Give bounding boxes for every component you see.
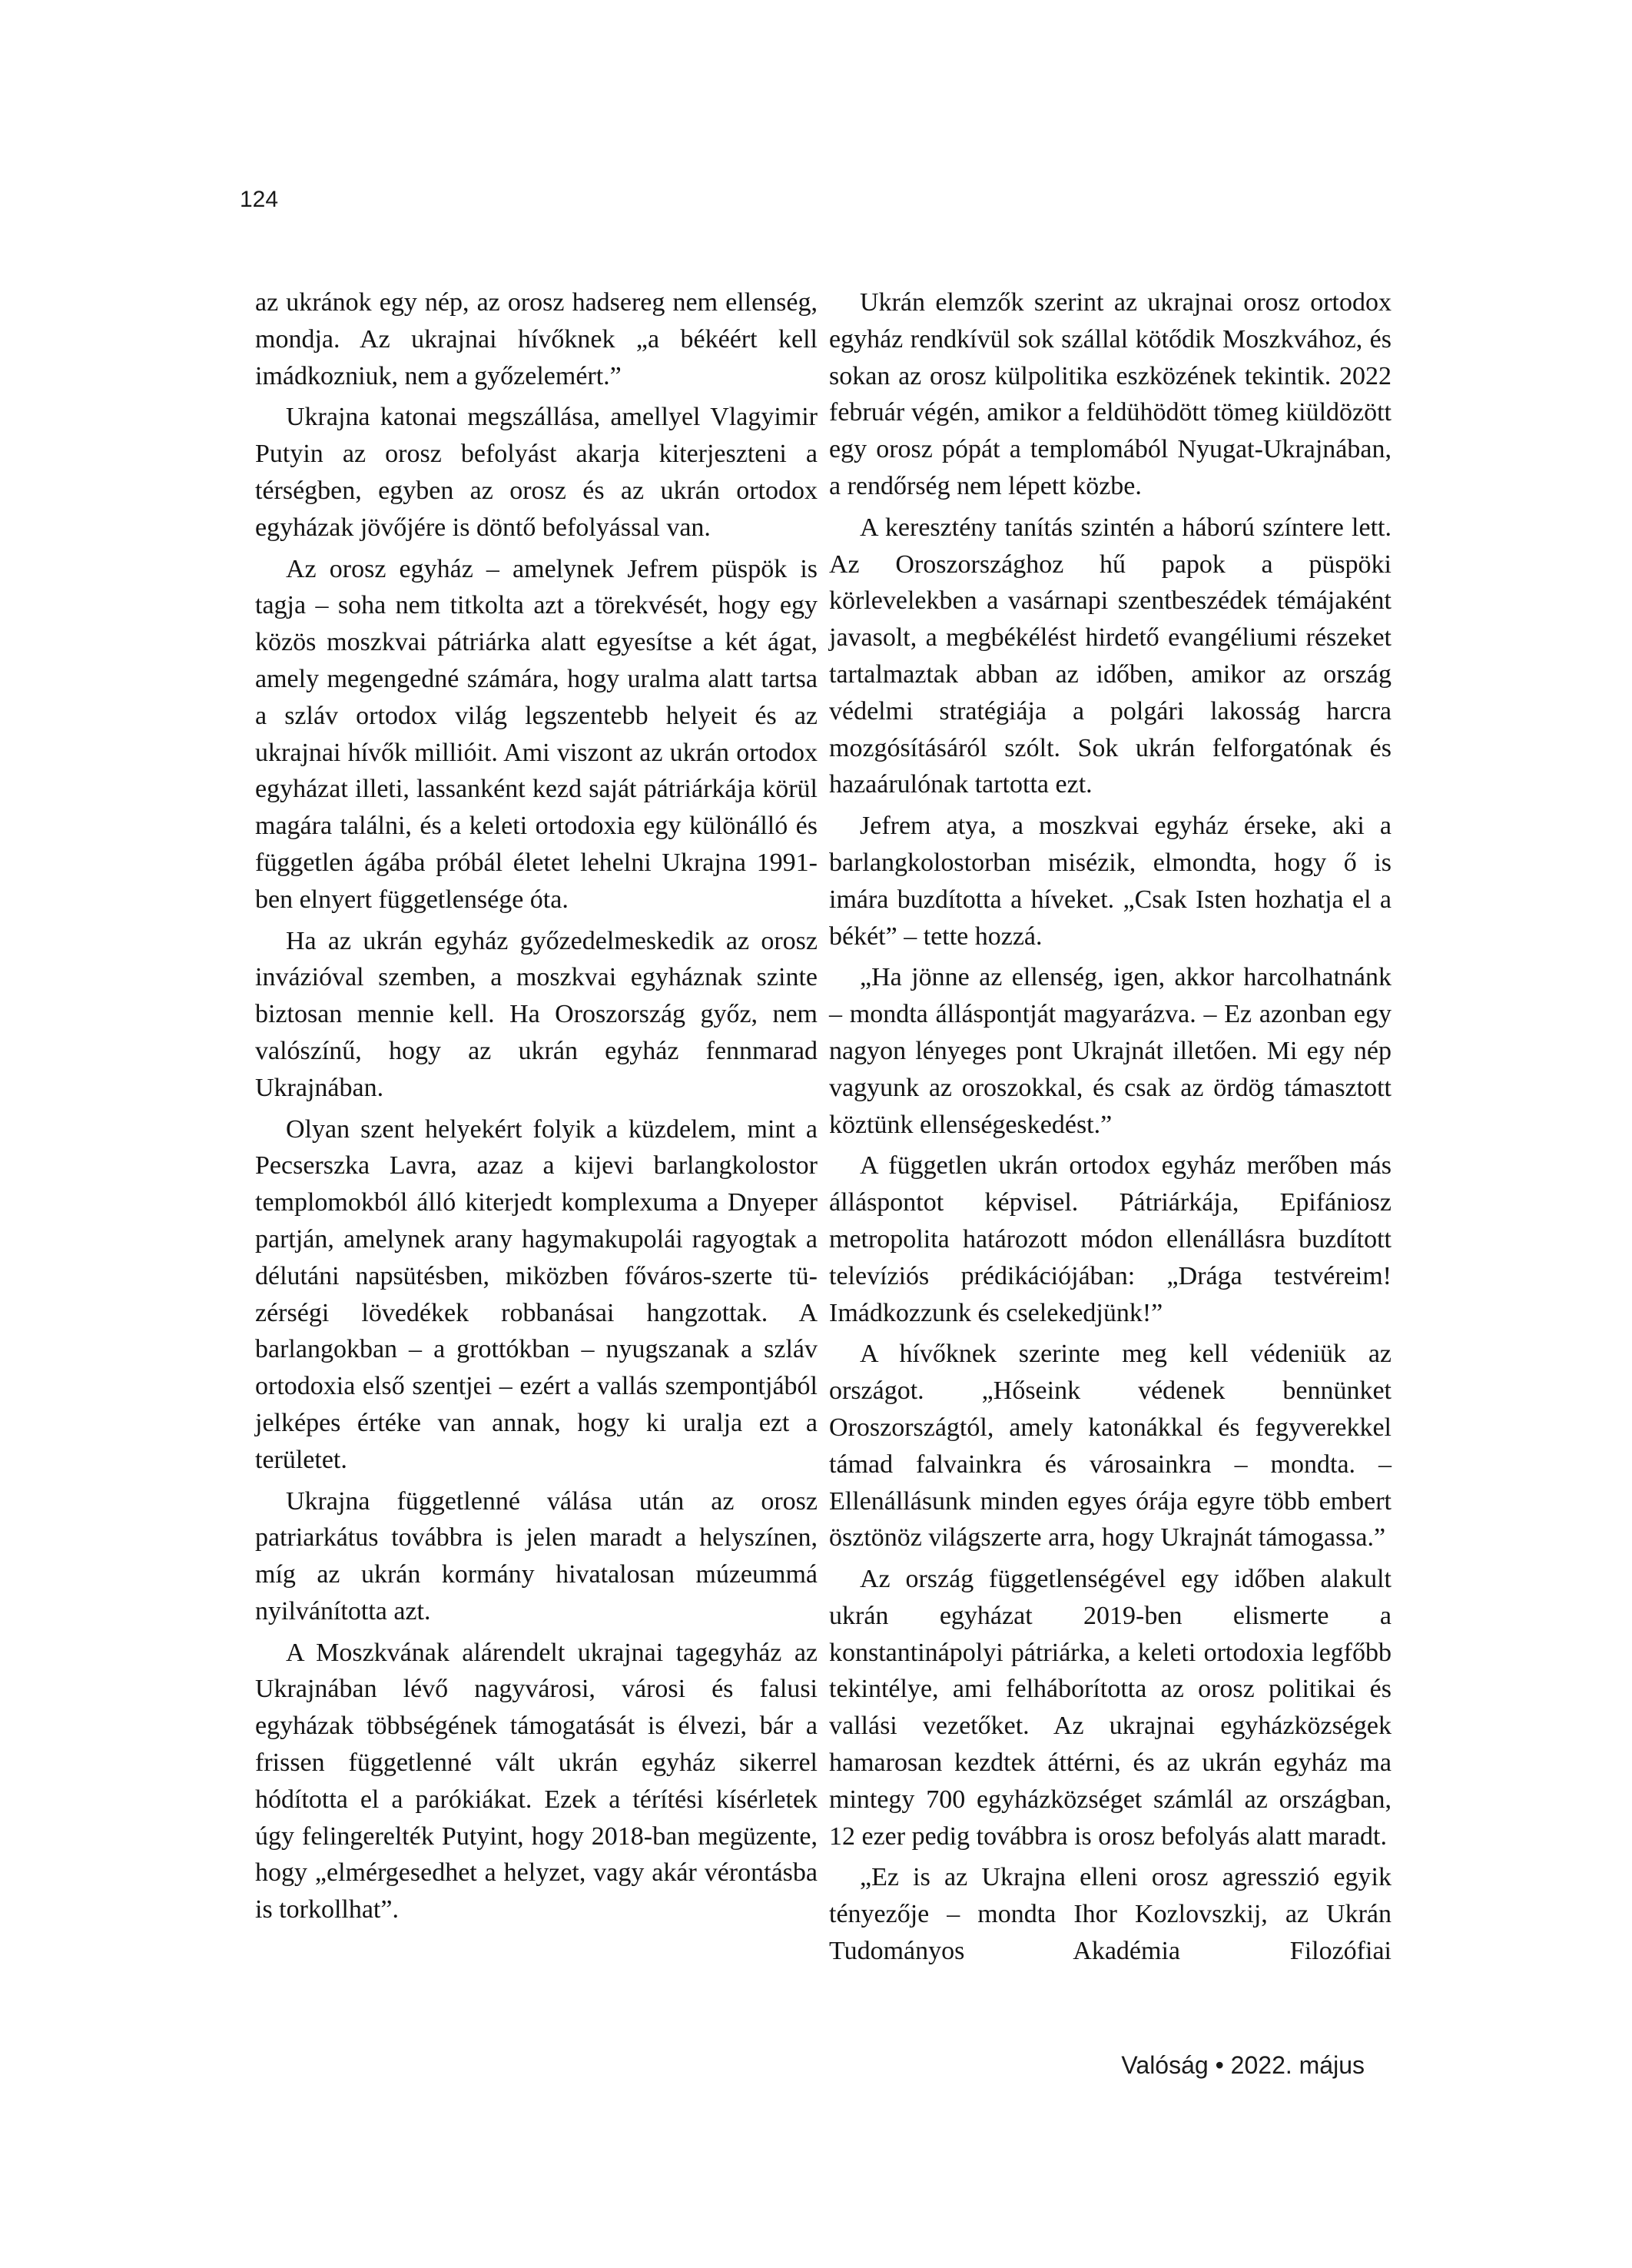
paragraph: A független ukrán ortodox egyház merőben más álláspontot képvisel. Pátriárkája, Epifániosz metropolita határozott módon ellenállásra buzdított televíziós prédikációjában: „Drága testvéreim! Imádkozzunk és cselekedjünk!”	[829, 1151, 1392, 1327]
paragraph: A hívőknek szerinte meg kell védeniük az országot. „Hőseink védenek bennünket Oroszországtól, amely katonákkal és fegyverekkel támad falvainkra és városainkra – mondta. – Ellenállásunk minden egyes órája egyre több embert ösztönöz világszerte arra, hogy Ukrajnát támogassa.”	[829, 1340, 1392, 1552]
paragraph: A Moszkvának alárendelt ukrajnai tagegyház az Ukrajnában lévő nagyvárosi, városi és falusi egyházak többségének támogatását is élvezi, bár a frissen függetlenné vált ukrán egyház sikerrel hódította el a parókiákat. Ezek a térítési kísérletek úgy felingerelték Putyint, hogy 2018-ban megüzente, hogy „elmérgesedhet a helyzet, vagy akár vérontásba is torkollhat”.	[255, 1638, 818, 1924]
paragraph: Jefrem atya, a moszkvai egyház érseke, aki a barlangkolostorban misézik, elmondta, hogy ő is imára buzdította a híveket. „Csak Isten hozhatja el a békét” – tette hozzá.	[829, 812, 1392, 951]
paragraph: A keresztény tanítás szintén a háború színtere lett. Az Oroszországhoz hű papok a püspöki körlevelekben a vasárnapi szentbeszédek témájaként javasolt, a megbékélést hirdető evangéliumi részeket tartalmaztak abban az időben, amikor az ország védelmi stratégiája a polgári lakosság harcra mozgósításáról szólt. Sok ukrán felforgatónak és hazaárulónak tartotta ezt.	[829, 513, 1392, 799]
paragraph: Ukrajna függetlenné válása után az orosz patriarkátus továbbra is jelen maradt a helyszínen, míg az ukrán kormány hivatalosan múzeummá nyilvánította azt.	[255, 1486, 818, 1625]
left-column	[255, 284, 818, 1933]
paragraph: Ha az ukrán egyház győzedelmeskedik az orosz invázióval szemben, a moszkvai egyháznak szinte biztosan mennie kell. Ha Oroszország győz, nem valószínű, hogy az ukrán egyház fennmarad Ukrajnában.	[255, 926, 818, 1102]
running-footer	[1121, 2050, 1365, 2080]
issue-date: 2022. május	[1230, 2051, 1365, 2079]
paragraph: Ukrán elemzők szerint az ukrajnai orosz ortodox egyház rendkívül sok szállal kötődik Moszkvához, és sokan az orosz külpolitika eszközének tekintik. 2022 február végén, amikor a feldühödött tömeg kiüldözött egy orosz pópát a templomából Nyugat-Ukrajnában, a rendőrség nem lépett közbe.	[829, 288, 1392, 500]
publication-name: Valóság	[1121, 2051, 1209, 2079]
paragraph: Olyan szent helyekért folyik a küzdelem, mint a Pecserszka Lavra, azaz a kijevi barlangkolostor templomokból álló kiterjedt komplexuma a Dnyeper partján, amelynek arany hagymakupolái ragyogtak a délutáni napsütésben, miközben főváros-szerte tüzérségi lövedékek robbanásai hangzottak. A barlangokban – a grottókban – nyugszanak a szláv ortodoxia első szentjei – ezért a vallás szempontjából jelképes értéke van annak, hogy ki uralja ezt a területet.	[255, 1114, 818, 1474]
paragraph: Ukrajna katonai megszállása, amellyel Vlagyimir Putyin az orosz befolyást akarja kiterjeszteni a térségben, egyben az orosz és az ukrán ortodox egyházak jövőjére is döntő befolyással van.	[255, 403, 818, 542]
paragraph: „Ha jönne az ellenség, igen, akkor harcolhatnánk – mondta álláspontját magyarázva. – Ez azonban egy nagyon lényeges pont Ukrajnát illetően. Mi egy nép vagyunk az oroszokkal, és csak az ördög támasztott köztünk ellenségeskedést.”	[829, 963, 1392, 1139]
page-number: 124	[240, 187, 279, 212]
paragraph: „Ez is az Ukrajna elleni orosz agresszió egyik tényezője – mondta Ihor Kozlovszkij, az Ukrán Tudományos Akadémia Filozófiai	[829, 1863, 1392, 1966]
separator-bullet: •	[1215, 2051, 1224, 2079]
paragraph: Az orosz egyház – amelynek Jefrem püspök is tagja – soha nem titkolta azt a törekvését, hogy egy közös moszkvai pátriárka alatt egyesítse a két ágat, amely megengedné számára, hogy uralma alatt tartsa a szláv ortodox világ legszentebb helyeit és az ukrajnai hívők millióit. Ami viszont az ukrán ortodox egyházat illeti, lassanként kezd saját pátriárkája körül magára találni, és a keleti ortodoxia egy különálló és független ágába próbál életet lehelni Ukrajna 1991-ben elnyert függetlensége óta.	[255, 554, 818, 914]
right-column	[829, 284, 1392, 1974]
paragraph: Az ország függetlenségével egy időben alakult ukrán egyházat 2019-ben elismerte a konstantinápolyi pátriárka, a keleti ortodoxia legfőbb tekintélye, ami felháborította az orosz politikai és vallási vezetőket. Az ukrajnai egyházközségek hamarosan kezdtek áttérni, és az ukrán egyház ma mintegy 700 egyházközséget számlál az országban, 12 ezer pedig továbbra is orosz befolyás alatt maradt.	[829, 1565, 1392, 1851]
paragraph: az ukránok egy nép, az orosz hadsereg nem ellenség, mondja. Az ukrajnai hívőknek „a békéért kell imádkozniuk, nem a győzelemért.”	[255, 288, 818, 390]
